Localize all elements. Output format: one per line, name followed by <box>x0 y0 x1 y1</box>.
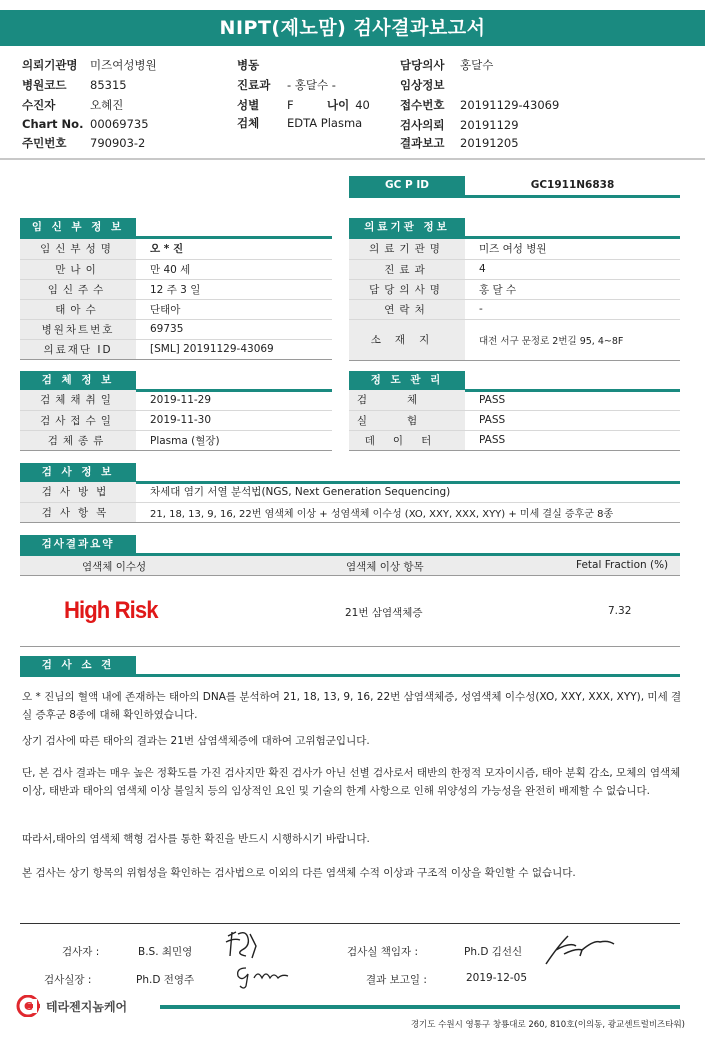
tester-label: 검사자 : <box>62 946 100 958</box>
qc-table <box>349 390 680 451</box>
header-doctor: 담당의사 홍달수 <box>400 58 494 72</box>
table-row: 실험 PASS <box>349 410 680 430</box>
fetal-fraction-value: 7.32 <box>608 605 632 617</box>
table-row: 검체채취일 2019-11-29 <box>20 390 332 410</box>
summary-item-value: 21번 삼염색체증 <box>345 607 423 619</box>
test-table <box>20 482 680 523</box>
header-chart-no: Chart No. 00069735 <box>22 117 149 131</box>
summary-header-item: 염색체 이상 항목 <box>346 561 424 573</box>
table-row: 임신주수 12 주 3 일 <box>20 279 332 299</box>
header-divider <box>0 158 705 160</box>
report-title: NIPT(제노맘) 검사결과보고서 <box>0 10 705 46</box>
table-row: 담당의사명 홍 달 수 <box>349 279 680 299</box>
gcpid-label: GC P ID <box>349 176 465 195</box>
table-row: 연락처 - <box>349 299 680 319</box>
finding-paragraph-5: 본 검사는 상기 항목의 위험성을 확인하는 검사법으로 이외의 다른 염색체 수적 이상과 구조적 이상을 확인할 수 없습니다. <box>22 867 576 879</box>
manager-label: 검사실 책임자 : <box>347 946 419 958</box>
manager-signature-icon <box>542 928 618 970</box>
header-hospital-code: 병원코드 85315 <box>22 78 127 92</box>
section-summary-title: 검사결과요약 <box>20 535 136 553</box>
summary-header <box>20 556 680 576</box>
finding-paragraph-2: 상기 검사에 따른 태아의 결과는 21번 삼염색체증에 대하여 고위험군입니다. <box>22 735 370 747</box>
header-ward: 병동 <box>237 58 260 72</box>
table-row: 데이터 PASS <box>349 430 680 450</box>
report-date-label: 결과 보고일 : <box>366 974 427 986</box>
section-findings-line <box>20 674 680 677</box>
report-header <box>0 50 705 158</box>
table-row: 임신부성명 오 * 진 <box>20 239 332 259</box>
header-age: 나이 40 <box>327 98 370 112</box>
summary-row <box>20 577 680 647</box>
finding-paragraph-3: 단, 본 검사 결과는 매우 높은 정확도를 가진 검사지만 확진 검사가 아닌 선별 검사로서 태반의 한정적 모자이시즘, 태아 분획 감소, 모체의 염색체 이상, 태반과 태아의 염색체 이상 불일치 등의 임상적인 요인 및 기술의 한계 사항으로 인해 위양성의 가능성을 완전히 배제할 수 없습니다. <box>22 767 681 797</box>
header-resident-no: 주민번호 790903-2 <box>22 136 146 150</box>
header-receipt-no: 접수번호 20191129-43069 <box>400 98 560 112</box>
table-row: 검체 PASS <box>349 390 680 410</box>
gcpid-value: GC1911N6838 <box>530 179 615 191</box>
chief-label: 검사실장 : <box>44 974 92 986</box>
section-institution-title: 의료기관 정보 <box>349 218 465 236</box>
manager-name: Ph.D 김선신 <box>464 946 523 958</box>
gcpid-box <box>349 176 680 198</box>
svg-text:G: G <box>24 1000 34 1013</box>
company-address: 경기도 수원시 영통구 창룡대로 260, 810호(이의동, 광교센트럴비즈타워) <box>410 1020 685 1030</box>
section-findings-title: 검 사 소 견 <box>20 656 136 674</box>
table-row: 의료재단 ID [SML] 20191129-43069 <box>20 339 332 359</box>
header-department: 진료과 - 홍달수 - <box>237 78 336 92</box>
company-logo-icon <box>16 995 42 1017</box>
table-row: 검사방법 차세대 염기 서열 분석법(NGS, Next Generation Sequencing) <box>20 482 680 502</box>
table-row: 병원차트번호 69735 <box>20 319 332 339</box>
header-report-date: 결과보고 20191205 <box>400 136 519 150</box>
finding-paragraph-1: 오 * 진님의 혈액 내에 존재하는 태아의 DNA를 분석하여 21, 18, 13, 9, 16, 22번 삼염색체증, 성염색체 이수성(XO, XXY, XXX, XYY), 미세 결실 증후군 8종에 대해 확인하였습니다. <box>22 691 682 721</box>
header-request-date: 검사의뢰 20191129 <box>400 118 519 132</box>
table-row: 태아수 단태아 <box>20 299 332 319</box>
header-specimen: 검체 EDTA Plasma <box>237 116 363 130</box>
header-institution: 의뢰기관명 미즈여성병원 <box>22 58 157 72</box>
pregnant-table <box>20 239 332 360</box>
section-pregnant-title: 임 신 부 정 보 <box>20 218 136 236</box>
summary-header-aneuploidy: 염색체 이수성 <box>82 561 147 573</box>
company-name: 테라젠지놈케어 <box>46 1000 128 1014</box>
footer-bar <box>160 1005 680 1009</box>
specimen-table <box>20 390 332 451</box>
table-row: 진료과 4 <box>349 259 680 279</box>
finding-paragraph-4: 따라서,태아의 염색체 핵형 검사를 통한 확진을 반드시 시행하시기 바랍니다. <box>22 833 370 845</box>
table-row: 검체종류 Plasma (혈장) <box>20 430 332 450</box>
summary-header-fetal-fraction: Fetal Fraction (%) <box>576 559 669 571</box>
tester-name: B.S. 최민영 <box>138 946 193 958</box>
header-clinical-info: 임상정보 <box>400 78 445 92</box>
chief-name: Ph.D 전영주 <box>136 974 195 986</box>
section-qc-title: 정 도 관 리 <box>349 371 465 389</box>
chief-signature-icon <box>232 960 292 990</box>
header-sex: 성별 F <box>237 98 294 112</box>
section-test-title: 검 사 정 보 <box>20 463 136 481</box>
table-row: 만나이 만 40 세 <box>20 259 332 279</box>
risk-result: High Risk <box>64 597 158 624</box>
report-date-value: 2019-12-05 <box>466 972 528 984</box>
table-row: 소재지 대전 서구 문정로 2번길 95, 4~8F <box>349 319 680 360</box>
table-row: 검사항목 21, 18, 13, 9, 16, 22번 염색체 이상 + 성염색체 이수성 (XO, XXY, XXX, XYY) + 미세 결실 증후군 8종 <box>20 502 680 522</box>
table-row: 의료기관명 미즈 여성 병원 <box>349 239 680 259</box>
institution-table <box>349 239 680 361</box>
section-specimen-title: 검 체 정 보 <box>20 371 136 389</box>
header-patient: 수진자 오혜진 <box>22 98 124 112</box>
table-row: 검사접수일 2019-11-30 <box>20 410 332 430</box>
signature-divider <box>20 923 680 924</box>
tester-signature-icon <box>222 928 262 962</box>
